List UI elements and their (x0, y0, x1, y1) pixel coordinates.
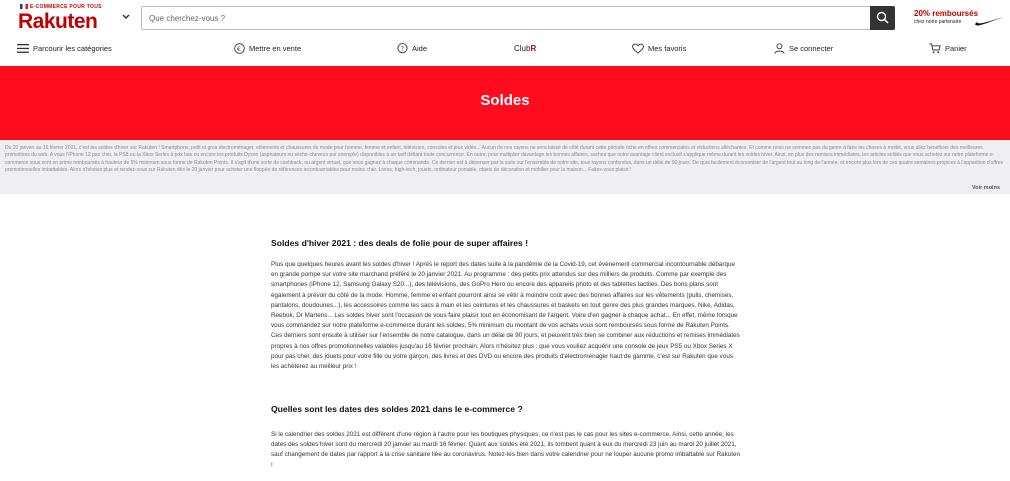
promo-percent: 20% remboursés (914, 9, 979, 18)
nav-club-r[interactable] (514, 41, 536, 55)
nav-sell-label: Mettre en vente (249, 43, 302, 53)
page-title: Soldes (480, 92, 530, 109)
chevron-down-icon[interactable] (122, 12, 130, 23)
help-bubble-icon (397, 43, 408, 54)
search-icon (876, 11, 889, 24)
nav-login[interactable] (774, 41, 833, 55)
search-bar (141, 6, 895, 30)
toggle-more-link[interactable]: Voir moins (971, 185, 1000, 191)
article-heading-2: Quelles sont les dates des soldes 2021 dans le e-commerce ? (271, 404, 523, 414)
hamburger-icon (17, 44, 29, 53)
nav-help[interactable] (397, 41, 427, 55)
euro-circle-icon (234, 43, 245, 54)
intro-section (0, 140, 1010, 194)
top-header (0, 0, 1010, 36)
logo-tagline: E-COMMERCE POUR TOUS (20, 4, 102, 10)
partner-promo[interactable] (914, 9, 1004, 29)
nav-categories[interactable] (17, 41, 112, 55)
nav-favorites[interactable] (632, 41, 686, 55)
rakuten-logo[interactable] (18, 4, 118, 34)
soldes-banner (0, 66, 1010, 140)
nike-swoosh-icon (974, 14, 1004, 32)
nav-categories-label: Parcourir les catégories (33, 43, 112, 53)
cart-icon (929, 43, 941, 54)
nav-cart[interactable] (929, 41, 967, 55)
french-flag-icon (20, 4, 28, 9)
article-heading-1: Soldes d'hiver 2021 : des deals de folie pour de super affaires ! (271, 238, 529, 248)
svg-text:?: ? (400, 45, 404, 53)
nav-login-label: Se connecter (789, 43, 834, 53)
intro-text: Du 20 janvier au 16 février 2021, c'est les soldes d'hiver sur Rakuten ! Smartphone, petit et gros électroménager, vêtements et chaussures de mode pour homme, femme et enfant, télévision, consoles et jeux vidéo... Aucun de nos rayons ne sera laissé de côté durant cette période riche en offres commerciales et réductions alléchantes. Et comme nous ne sommes pas du genre à faire les choses à moitié, vous allez bénéficier des meilleures promotions du web. A vous l'iPhone 12 pas cher, la PS5 ou la Xbox Series à prix bas ou encore les produits Dyson (aspirateurs ou sèche-cheveux par exemple) disponibles à un tarif défiant toute concurrence. En outre, pour multiplier davantage les bonnes affaires, sachez que notre avantage client exclusif s'applique même durant les soldes hiver. Ainsi, en plus des remises immédiates, les articles soldés que vous achetez sur notre plateforme e-commerce vous sont en prime remboursés à hauteur de 5% minimum sous forme de Rakuten Points. Il s'agit d'une sorte de cashback, ou argent virtuel, que vous gagnez à chaque commande. Ce dernier est à dépenser par la suite sur l'ensemble de notre site, tous rayons confondus, dans un délai de 90 jours. De quoi facilement économiser de l'argent tout au long de l'année, et encore plus lors de ces quatre semaines propices à l'apparition d'offres promotionnelles imbattables. Alors n'hésitez plus et rendez-vous sur Rakuten dès le 20 janvier pour acheter une floppée de références incontournables pour moins cher. Livres, high-tech, jouets, ordinateur portable, objets de décoration et mobilier pour la maison... Faites-vous plaisir ! (5, 145, 1003, 173)
nav-help-label: Aide (412, 43, 428, 53)
article-paragraph-1: Plus que quelques heures avant les soldes d'hiver ! Après le report des dates suite à la pandémie de la Covid-19, cet évènement commercial incontournable débarque en grande pompe sur votre site marchand préféré le 20 janvier 2021. Au programme : des petits prix attendus sur des milliers de produits. Comme par exemple des smartphones (iPhone 12, Samsung Galaxy S20...), des télévisions, des GoPro Hero ou encore des appareils photo et des tablettes tactiles. Des bons plans sont également à prévoir du côté de la mode. Homme, femme et enfant pourront ainsi se vêtir à moindre coût avec des bonnes affaires sur les vêtements (pulls, chemises, pantalons, doudounes...), les accessoires comme les sacs à main et les ceintures et les chaussures et baskets en tout genre des plus grandes marques. Nike, Adidas, Reebok, Dr Martens... Les soldes hiver sont l'occasion de vous faire plaisir tout en économisant de l'argent. Voire d'en gagner à chaque achat... En effet, même lorsque vous commandez sur notre plateforme e-commerce durant les soldes, 5% minimum du montant de vos achats vous sont remboursés sous forme de Rakuten Points. Ces derniers sont ensuite à utiliser sur l'ensemble de notre catalogue, dans un délai de 90 jours, et peuvent très bien se combiner aux réductions et remises immédiates propres à nos offres promotionnelles valables jusqu'au 16 février prochain. Alors n'hésitez plus : que vous vouliez acquérir une console de jeux PS5 ou Xbox Series X pour pas cher, des jouets pour votre fille ou votre garçon, des livres et des DVD ou encore des produits d'électroménager haut de gamme, c'est sur Rakuten que vous les achèterez au meilleur prix ! (271, 261, 740, 371)
nav-sell[interactable] (234, 41, 301, 55)
promo-subtext: chez notre partenaire (914, 19, 962, 25)
search-input[interactable] (142, 7, 868, 29)
nav-cart-label: Panier (945, 43, 967, 53)
logo-wordmark: Rakuten (18, 10, 98, 33)
nav-favorites-label: Mes favoris (648, 43, 687, 53)
heart-icon (632, 43, 644, 54)
article-paragraph-2: Si le calendrier des soldes 2021 est différent d'une région à l'autre pour les boutiques physiques, ce n'est pas le cas pour les sites e-commerce. Ainsi, cette année, les dates des soldes hiver sont du mercredi 20 janvier au mardi 16 février. Quant aux soldes été 2021, ils tombent quant à eux du mercredi 23 juin au mardi 20 juillet 2021, sauf changement de dates par rapport à la crise sanitaire liée au coronavirus. Notez-les bien dans votre calendrier pour ne louper aucune promo imbattable sur Rakuten ! (271, 431, 741, 469)
svg-text:€: € (237, 45, 241, 53)
user-icon (774, 43, 785, 54)
main-nav (0, 38, 1010, 58)
search-button[interactable] (870, 6, 895, 30)
club-r-label: ClubR (514, 43, 537, 53)
